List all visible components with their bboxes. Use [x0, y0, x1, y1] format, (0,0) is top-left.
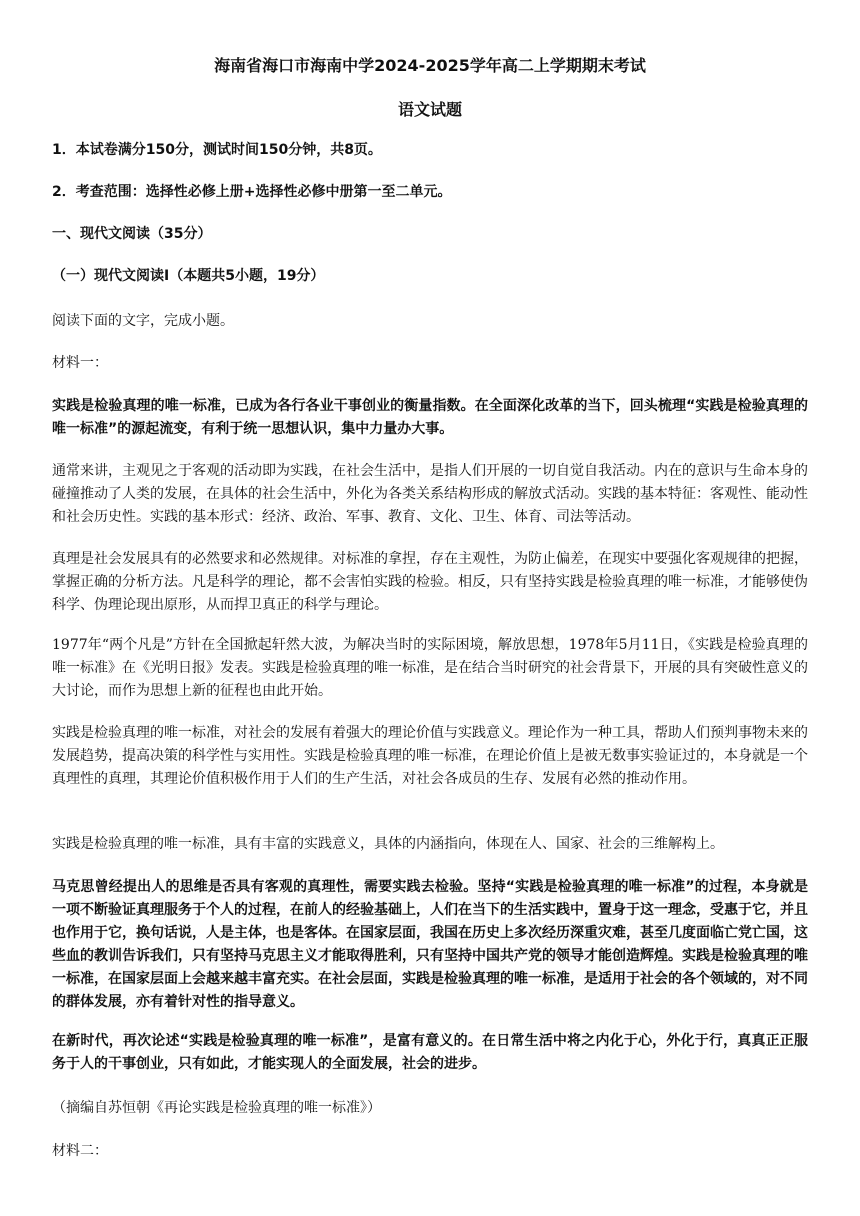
instruction: 阅读下面的文字，完成小题。 [52, 313, 234, 329]
material-2-label: 材料二： [52, 1143, 108, 1159]
paragraph-4: 1977年“两个凡是”方针在全国掀起轩然大波，为解决当时的实际困境，解放思想，1978年5月11日，《实践是检验真理的唯一标准》在《光明日报》发表。实践是检验真理的唯一标准，是在结合当时研究的社会背景下，开展的具有突破性意义的大讨论，而作为思想上新的征程也由此开始。 [52, 637, 808, 699]
document-subtitle: 语文试题 [397, 100, 462, 119]
paragraph-7: 马克思曾经提出人的思维是否具有客观的真理性，需要实践去检验。坚持“实践是检验真理的唯一标准”的过程，本身就是一项不断验证真理服务于个人的过程，在前人的经验基础上，人们在当下的生活实践中，置身于这一理念，受惠于它，并且也作用于它，换句话说，人是主体，也是客体。在国家层面，我国在历史上多次经历深重灾难，甚至几度面临亡党亡国，这些血的教训告诉我们，只有坚持马克思主义才能取得胜利，只有坚持中国共产党的领导才能创造辉煌。实践是检验真理的唯一标准，在国家层面上会越来越丰富充实。在社会层面，实践是检验真理的唯一标准，是适用于社会的各个领域的，对不同的群体发展，亦有着针对性的指导意义。 [52, 879, 808, 1010]
note-1: 1．本试卷满分150分，测试时间150分钟，共8页。 [52, 142, 382, 158]
section-heading: 一、现代文阅读（35分） [52, 226, 212, 242]
paragraph-2: 通常来讲，主观见之于客观的活动即为实践，在社会生活中，是指人们开展的一切自觉自我活动。内在的意识与生命本身的碰撞推动了人类的发展，在具体的社会生活中，外化为各类关系结构形成的解放式活动。实践的基本特征：客观性、能动性和社会历史性。实践的基本形式：经济、政治、军事、教育、文化、卫生、体育、司法等活动。 [52, 463, 808, 525]
paragraph-6: 实践是检验真理的唯一标准，具有丰富的实践意义，具体的内涵指向，体现在人、国家、社会的三维解构上。 [52, 836, 724, 852]
material-1-label: 材料一： [52, 355, 108, 371]
paragraph-1: 实践是检验真理的唯一标准，已成为各行各业干事创业的衡量指数。在全面深化改革的当下，回头梳理“实践是检验真理的唯一标准”的源起流变，有利于统一思想认识，集中力量办大事。 [52, 398, 808, 437]
source-citation: （摘编自苏恒朝《再论实践是检验真理的唯一标准》） [52, 1100, 381, 1116]
paragraph-3: 真理是社会发展具有的必然要求和必然规律。对标准的拿捏，存在主观性，为防止偏差，在现实中要强化客观规律的把握，掌握正确的分析方法。凡是科学的理论，都不会害怕实践的检验。相反，只有坚持实践是检验真理的唯一标准，才能够使伪科学、伪理论现出原形，从而捍卫真正的科学与理论。 [52, 551, 808, 613]
paragraph-5: 实践是检验真理的唯一标准，对社会的发展有着强大的理论价值与实践意义。理论作为一种工具，帮助人们预判事物未来的发展趋势，提高决策的科学性与实用性。实践是检验真理的唯一标准，在理论价值上是被无数事实验证过的，本身就是一个真理性的真理，其理论价值积极作用于人们的生产生活，对社会各成员的生存、发展有必然的推动作用。 [52, 725, 808, 787]
note-2: 2．考查范围：选择性必修上册+选择性必修中册第一至二单元。 [52, 184, 452, 200]
paragraph-8: 在新时代，再次论述“实践是检验真理的唯一标准”，是富有意义的。在日常生活中将之内化于心，外化于行，真真正正服务于人的干事创业，只有如此，才能实现人的全面发展，社会的进步。 [52, 1033, 808, 1072]
document-title: 海南省海口市海南中学2024-2025学年高二上学期期末考试 [214, 56, 646, 75]
section-subheading: （一）现代文阅读Ⅰ（本题共5小题，19分） [52, 268, 325, 284]
